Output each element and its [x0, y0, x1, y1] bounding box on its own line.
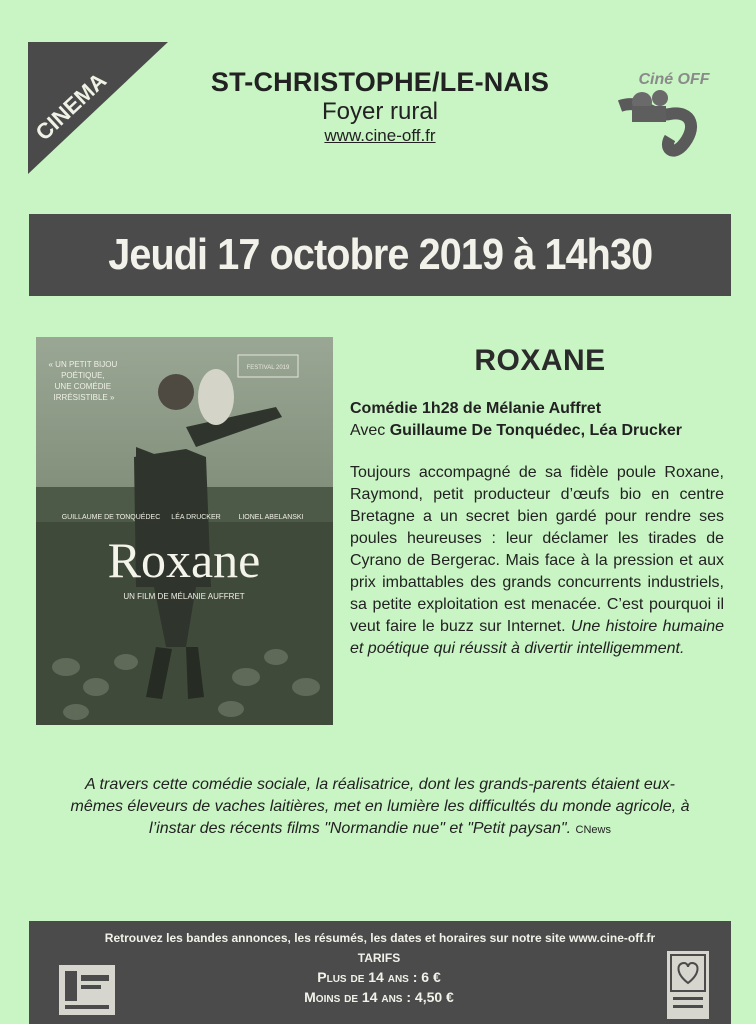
venue-subtitle: Foyer rural: [321, 98, 439, 125]
press-review: [60, 774, 700, 841]
cinema-badge: [28, 42, 168, 174]
synopsis-text: Toujours accompagné de sa fidèle poule Roxane, Raymond, petit producteur d’œufs bio en centre Bretagne a un secret bien gardé pour rendre ses poules heureuses : leur déclamer les tirades de Cyrano de Bergerac. Mais face à la pression et aux prix imbattables des grands concurrents industriels, sa petite exploitation est menacée. C’est pourquoi il veut faire le buzz sur Internet.: [350, 464, 724, 635]
poster-title: Roxane: [107, 532, 261, 588]
price-under-14: Moins de 14 ans : 4,50 €: [304, 989, 454, 1005]
review-source: CNews: [575, 824, 611, 836]
poster-actor-3: LIONEL ABELANSKI: [238, 514, 304, 521]
tarifs-label: TARIFS: [357, 951, 401, 965]
poster-actor-1: GUILLAUME DE TONQUÉDEC: [61, 514, 161, 521]
film-title: ROXANE: [474, 344, 606, 377]
film-cast: Guillaume De Tonquédec, Léa Drucker: [389, 422, 682, 439]
price-over-14: Plus de 14 ans : 6 €: [317, 969, 441, 985]
film-credits: [350, 398, 730, 442]
review-text: A travers cette comédie sociale, la réalisatrice, dont les grands-parents étaient eux-mêmes éleveurs de vaches laitières, met en lumière les difficultés du monde agricole, à l’instar des récents films "Normandie nue" et "Petit paysan".: [70, 776, 690, 837]
cine-off-logo: [612, 58, 722, 158]
film-synopsis: [350, 462, 724, 660]
website-link[interactable]: www.cine-off.fr: [324, 126, 436, 145]
poster-director: UN FILM DE MÉLANIE AUFFRET: [123, 592, 245, 601]
logo-text: Ciné OFF: [638, 71, 710, 88]
date-banner: [29, 214, 731, 296]
venue-name: ST-CHRISTOPHE/LE-NAIS: [210, 67, 550, 97]
svg-text:FESTIVAL 2019: FESTIVAL 2019: [246, 365, 290, 371]
cast-prefix: Avec: [350, 422, 390, 439]
sponsor-logo-right: [667, 951, 709, 1019]
poster-actor-2: LÉA DRUCKER: [171, 514, 221, 521]
sponsor-logo-left: [59, 965, 115, 1015]
footer-info: Retrouvez les bandes annonces, les résumés, les dates et horaires sur notre site www.cine-off.fr: [104, 931, 656, 945]
film-poster: [36, 337, 333, 725]
venue-block: [170, 66, 590, 147]
poster-quote: « UN PETIT BIJOU POÉTIQUE, UNE COMÉDIE IRRÉSISTIBLE »: [48, 360, 118, 402]
film-genre-line: Comédie 1h28 de Mélanie Auffret: [350, 400, 602, 417]
cinema-badge-label: CINEMA: [30, 67, 112, 146]
synopsis-italic: Une histoire humaine et poétique qui réussit à divertir intelligemment.: [350, 618, 724, 657]
screening-date: Jeudi 17 octobre 2019 à 14h30: [107, 230, 652, 279]
footer-bar: [29, 921, 731, 1024]
